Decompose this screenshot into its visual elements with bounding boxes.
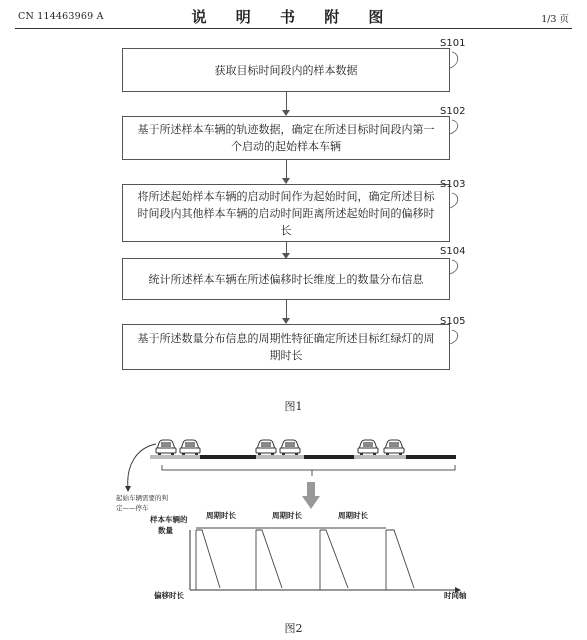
distribution-curve bbox=[256, 530, 282, 588]
period-label: 周期时长 bbox=[272, 511, 302, 520]
time-range-brace bbox=[162, 465, 455, 470]
y-axis-label: 数量 bbox=[158, 526, 173, 535]
note-pointer bbox=[128, 444, 156, 488]
figure-caption-1: 图1 bbox=[284, 400, 303, 413]
car-icon bbox=[156, 440, 176, 455]
flow-box-text: 将所述起始样本车辆的启动时间作为起始时间，确定所述目标时间段内其他样本车辆的启动时间距离所述起始时间的偏移时长 bbox=[137, 189, 435, 237]
period-label: 周期时长 bbox=[206, 511, 236, 520]
flow-box-text: 统计所述样本车辆在所述偏移时长维度上的数量分布信息 bbox=[148, 272, 424, 286]
step-label-s102: S102 bbox=[440, 106, 466, 117]
car-icon bbox=[180, 440, 200, 455]
period-label: 周期时长 bbox=[338, 511, 368, 520]
road-segment-dark bbox=[406, 455, 456, 459]
big-down-arrow-head bbox=[302, 496, 320, 509]
distribution-curve bbox=[196, 530, 220, 588]
x-axis-label-right: 时间轴 bbox=[444, 591, 467, 600]
step-label-s105: S105 bbox=[440, 316, 466, 327]
start-vehicle-note: 定——停车 bbox=[116, 504, 149, 512]
flow-box-text: 获取目标时间段内的样本数据 bbox=[214, 63, 358, 77]
road-segment-dark bbox=[200, 455, 256, 459]
road-segment-light bbox=[256, 455, 304, 459]
car-icon bbox=[256, 440, 276, 455]
step-label-s104: S104 bbox=[440, 246, 466, 257]
car-icon bbox=[358, 440, 378, 455]
x-axis-label-left: 偏移时长 bbox=[154, 591, 184, 600]
page-number: 1/3 页 bbox=[541, 14, 569, 25]
road-segment-light bbox=[354, 455, 406, 459]
distribution-curve bbox=[386, 530, 414, 588]
big-down-arrow-shaft bbox=[307, 482, 315, 496]
car-icon bbox=[384, 440, 404, 455]
y-axis-label: 样本车辆的 bbox=[150, 515, 188, 524]
road-segment-light bbox=[150, 455, 200, 459]
page-title: 说 明 书 附 图 bbox=[191, 8, 396, 26]
note-pointer-arrowhead bbox=[125, 486, 131, 492]
start-vehicle-note: 起始车辆需要的判 bbox=[116, 494, 168, 502]
doc-number: CN 114463969 A bbox=[18, 11, 104, 22]
road-segment-dark bbox=[304, 455, 354, 459]
flow-box-text: 基于所述样本车辆的轨迹数据，确定在所述目标时间段内第一个启动的起始样本车辆 bbox=[137, 123, 435, 153]
figure-caption-2: 图2 bbox=[284, 622, 303, 635]
flow-box-text: 基于所述数量分布信息的周期性特征确定所述目标红绿灯的周期时长 bbox=[137, 332, 435, 362]
step-label-s103: S103 bbox=[440, 179, 466, 190]
step-label-s101: S101 bbox=[440, 38, 466, 49]
distribution-curve bbox=[320, 530, 348, 588]
car-icon bbox=[280, 440, 300, 455]
